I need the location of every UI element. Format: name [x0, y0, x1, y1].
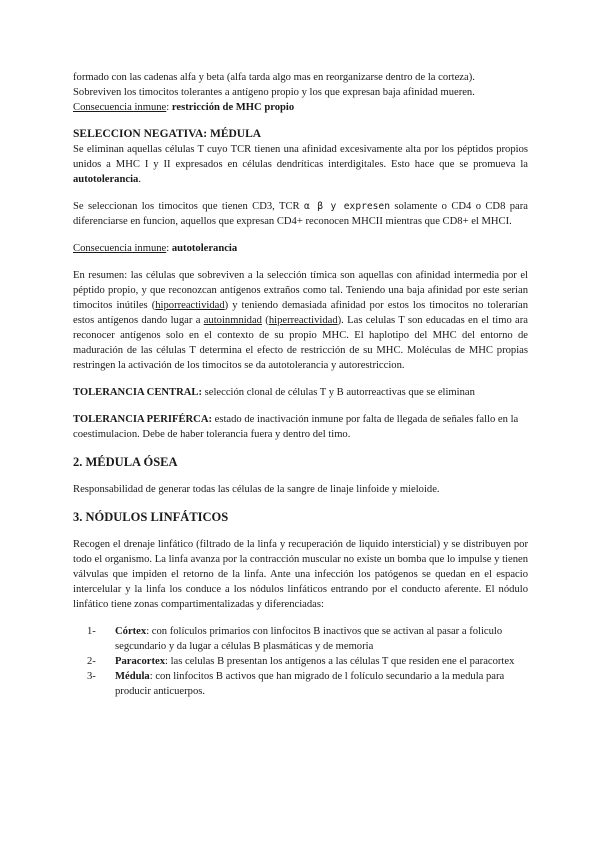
text-span: .: [138, 174, 141, 185]
tcr-greek-text: α β y expresen: [303, 201, 390, 212]
text-span: En resumen: las células que sobreviven a la selección tímica son aquellas con afinidad intermedia por el péptido propio, y que reconozcan antígenos extraños como tal. Teniendo una baja afinidad por este serian timocitos inútiles (: [73, 270, 528, 311]
central-tolerance-label: TOLERANCIA CENTRAL:: [73, 387, 203, 398]
list-number: 1-: [87, 626, 96, 637]
negative-selection-consequence: Consecuencia inmune: autotolerancia: [73, 243, 238, 254]
list-item: [73, 669, 528, 699]
consequence-value: autotolerancia: [171, 243, 238, 254]
text-span: estado de inactivación inmune por falta de llegada de señales fallo en la coestimulacion. Debe de haber tolerancia fuera y dentro del timo.: [73, 414, 519, 440]
lymph-nodes-paragraph: Recogen el drenaje linfático (filtrado de la linfa y recuperación de liquido intersticial) y se distribuyen por todo el organismo. La linfa avanza por la contracción muscular no existe un bomba que lo impulse y tienen válvulas que impiden el retorno de la linfa. Ante una infección los patógenos se quedan en el espacio intercelular y la linfa los conduce a los nódulos linfáticos entrando por el conducto aferente. El nódulo linfático tiene zonas compartimentalizadas y diferenciadas:: [73, 539, 528, 610]
text-span: Se eliminan aquellas células T cuyo TCR tienen una afinidad excesivamente alta por los péptidos propios unidos a MHC I y II expresados en células dendríticas interdigitales. Esto hace que se promueva la: [73, 144, 528, 170]
text-span: ) y teniendo demasiada afinidad por estos los timocitos no tolerarían estos antígenos dando lugar a: [73, 300, 528, 326]
list-number: 2-: [87, 656, 96, 667]
list-item: [73, 624, 528, 654]
list-number: 3-: [87, 671, 96, 682]
text-span: solamente o CD4 o CD8 para diferenciarse en funcion, aquellos que expresan CD4+ reconocen MHCII mientras que CD8+ el MHCI.: [73, 201, 528, 227]
peripheral-tolerance-paragraph: [73, 412, 528, 442]
hyporeactivity-term: hiporreactividad: [155, 300, 225, 311]
text-span: (: [261, 315, 269, 326]
list-item: [73, 654, 528, 669]
hyperreactivity-term: hiperreactividad: [268, 315, 338, 326]
medulla-term: Médula: [115, 671, 150, 682]
text-span: Se seleccionan los timocitos que tienen CD3, TCR: [73, 201, 304, 212]
intro-consequence: Consecuencia inmune: restricción de MHC propio: [73, 102, 295, 113]
text-span: : con folículos primarios con linfocitos B inactivos que se activan al pasar a foliculo segcundario y da lugar a células B plasmáticas y de memoria: [115, 626, 503, 652]
summary-paragraph: [73, 268, 528, 373]
consequence-label: Consecuencia inmune: [73, 243, 167, 254]
negative-selection-paragraph-1: [73, 142, 528, 187]
negative-selection-paragraph-2: [73, 199, 528, 229]
intro-line-2: Sobreviven los timocitos tolerantes a antígeno propio y los que expresan baja afinidad mueren.: [73, 87, 475, 98]
text-span: : las celulas B presentan los antígenos a las células T que residen ene el paracortex: [165, 656, 515, 667]
bone-marrow-heading: 2. MÉDULA ÓSEA: [73, 455, 178, 469]
text-span: selección clonal de células T y B autorreactivas que se eliminan: [202, 387, 475, 398]
cortex-term: Córtex: [115, 626, 147, 637]
lymph-nodes-heading: 3. NÓDULOS LINFÁTICOS: [73, 510, 229, 524]
autoimmunity-term: autoinmnidad: [203, 315, 262, 326]
intro-line-1: formado con las cadenas alfa y beta (alfa tarda algo mas en reorganizarse dentro de la corteza).: [73, 72, 475, 83]
paracortex-term: Paracortex: [115, 656, 165, 667]
consequence-value: restricción de MHC propio: [171, 102, 295, 113]
text-span: ). Las celulas T son educadas en el timo ara reconocer antígenos solo en el contexto de su propio MHC. El haplotipo del MHC del entorno de maduración de las células T determina el efecto de restricción de su MHC. Moléculas de MHC propias restringen la activación de los timocitos se da autotolerancia y autorestriccion.: [73, 315, 528, 371]
text-span: : con linfocitos B activos que han migrado de l folículo secundario a la medula para producir anticuerpos.: [115, 671, 505, 697]
bone-marrow-paragraph: Responsabilidad de generar todas las células de la sangre de linaje linfoide y mieloide.: [73, 484, 440, 495]
autotolerance-term: autotolerancia: [73, 174, 139, 185]
central-tolerance-paragraph: [73, 385, 528, 400]
negative-selection-heading: SELECCION NEGATIVA: MÉDULA: [73, 128, 262, 140]
peripheral-tolerance-label: TOLERANCIA PERIFÉRCA:: [73, 414, 213, 425]
consequence-label: Consecuencia inmune: [73, 102, 167, 113]
document-page: [73, 70, 528, 699]
lymph-node-zones-list: [73, 624, 528, 699]
